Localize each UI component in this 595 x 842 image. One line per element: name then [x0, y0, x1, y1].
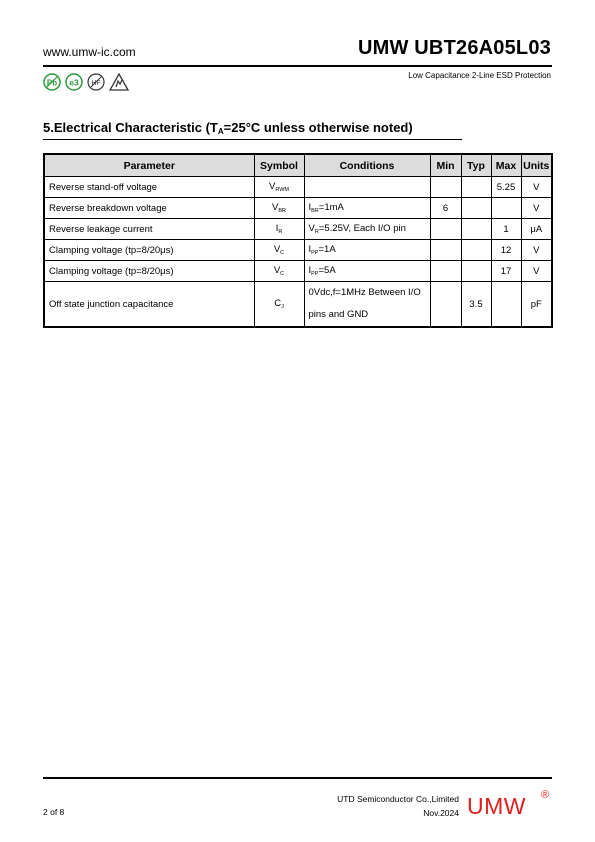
cell-conditions [304, 198, 430, 219]
umw-logo: UMW [467, 793, 526, 819]
cell-units: μA [521, 219, 552, 240]
website-url: www.umw-ic.com [43, 45, 136, 59]
symbol-subscript: BR [278, 208, 286, 214]
cell-units: V [521, 198, 552, 219]
cell-conditions [304, 282, 430, 328]
cell-typ: 3.5 [461, 282, 491, 328]
cell-min: 6 [430, 198, 461, 219]
svg-text:e3: e3 [69, 77, 79, 88]
symbol-subscript: R [278, 229, 283, 235]
section-title [43, 120, 413, 136]
section-title-suffix: =25°C unless otherwise noted) [223, 120, 413, 135]
cell-symbol [254, 219, 304, 240]
cond-main: I [308, 244, 312, 255]
cond-subscript: R [314, 229, 319, 235]
symbol-main: V [273, 265, 281, 276]
svg-text:Pb: Pb [46, 78, 58, 88]
publication-date: Nov.2024 [423, 808, 459, 818]
cell-typ [461, 240, 491, 261]
table-header-row [44, 154, 552, 177]
cond-rest: =1mA [318, 202, 344, 213]
part-number-title: UMW UBT26A05L03 [357, 37, 551, 59]
cond-main: V [308, 223, 315, 234]
cell-parameter: Clamping voltage (tp=8/20μs) [44, 240, 254, 261]
cond-rest: =5A [318, 265, 336, 276]
symbol-subscript: RWM [275, 187, 289, 193]
symbol-main: I [275, 223, 279, 234]
cond-subscript: PP [311, 250, 319, 256]
cell-symbol [254, 177, 304, 198]
pb-free-icon [43, 73, 61, 91]
cell-max [491, 282, 521, 328]
compliance-icons [43, 73, 129, 91]
header-units: Units [521, 154, 552, 177]
cell-typ [461, 198, 491, 219]
cond-subscript: PP [311, 271, 319, 277]
registered-mark: ® [541, 789, 550, 801]
cell-symbol [254, 198, 304, 219]
table-row [44, 219, 552, 240]
cell-parameter: Reverse leakage current [44, 219, 254, 240]
header-parameter: Parameter [44, 154, 254, 177]
header-symbol: Symbol [254, 154, 304, 177]
cell-conditions [304, 219, 430, 240]
cell-typ [461, 177, 491, 198]
cell-conditions [304, 240, 430, 261]
symbol-main: V [273, 244, 281, 255]
cell-min [430, 240, 461, 261]
electrical-characteristics-table [43, 153, 553, 328]
table-row [44, 282, 552, 328]
symbol-subscript: J [281, 304, 284, 310]
cell-parameter: Reverse stand-off voltage [44, 177, 254, 198]
page-number: 2 of 8 [43, 807, 65, 817]
cell-max: 17 [491, 261, 521, 282]
cell-min [430, 261, 461, 282]
cell-units: V [521, 177, 552, 198]
cell-max [491, 198, 521, 219]
cell-parameter: Reverse breakdown voltage [44, 198, 254, 219]
table-row [44, 198, 552, 219]
cell-symbol [254, 282, 304, 328]
document-subtitle: Low Capacitance 2-Line ESD Protection [408, 71, 551, 80]
cell-symbol [254, 261, 304, 282]
cond-main: 0Vdc,f=1MHz Between I/O pins and GND [308, 287, 421, 320]
svg-text:HF: HF [91, 80, 101, 87]
symbol-main: V [269, 181, 276, 192]
table-row [44, 261, 552, 282]
cond-main: I [308, 265, 312, 276]
table-row [44, 240, 552, 261]
header-conditions: Conditions [304, 154, 430, 177]
cell-units: V [521, 261, 552, 282]
cell-typ [461, 219, 491, 240]
cell-max: 12 [491, 240, 521, 261]
header-typ: Typ [461, 154, 491, 177]
cell-max: 5.25 [491, 177, 521, 198]
cell-min [430, 177, 461, 198]
cell-min [430, 219, 461, 240]
symbol-main: C [274, 298, 282, 309]
cond-subscript: BR [311, 208, 319, 214]
header-divider [43, 65, 552, 67]
symbol-subscript: C [280, 250, 285, 256]
footer-divider [43, 777, 552, 779]
cell-conditions [304, 261, 430, 282]
cond-rest: =1A [318, 244, 336, 255]
header-max: Max [491, 154, 521, 177]
cell-symbol [254, 240, 304, 261]
section-underline [43, 139, 462, 140]
cell-min [430, 282, 461, 328]
cell-units: V [521, 240, 552, 261]
cell-conditions [304, 177, 430, 198]
header-min: Min [430, 154, 461, 177]
section-title-subscript: A [217, 127, 224, 136]
cell-parameter: Off state junction capacitance [44, 282, 254, 328]
cell-units: pF [521, 282, 552, 328]
symbol-subscript: C [280, 271, 285, 277]
esd-warning-icon [109, 73, 129, 91]
section-title-prefix: 5.Electrical Characteristic (T [43, 120, 218, 135]
cond-rest: =5.25V, Each I/O pin [318, 223, 406, 234]
cell-parameter: Clamping voltage (tp=8/20μs) [44, 261, 254, 282]
cell-max: 1 [491, 219, 521, 240]
cond-main: I [308, 202, 312, 213]
halogen-free-icon [87, 73, 105, 91]
symbol-main: V [272, 202, 279, 213]
cell-typ [461, 261, 491, 282]
e3-icon [65, 73, 83, 91]
table-row [44, 177, 552, 198]
company-name: UTD Semiconductor Co.,Limited [337, 794, 459, 804]
